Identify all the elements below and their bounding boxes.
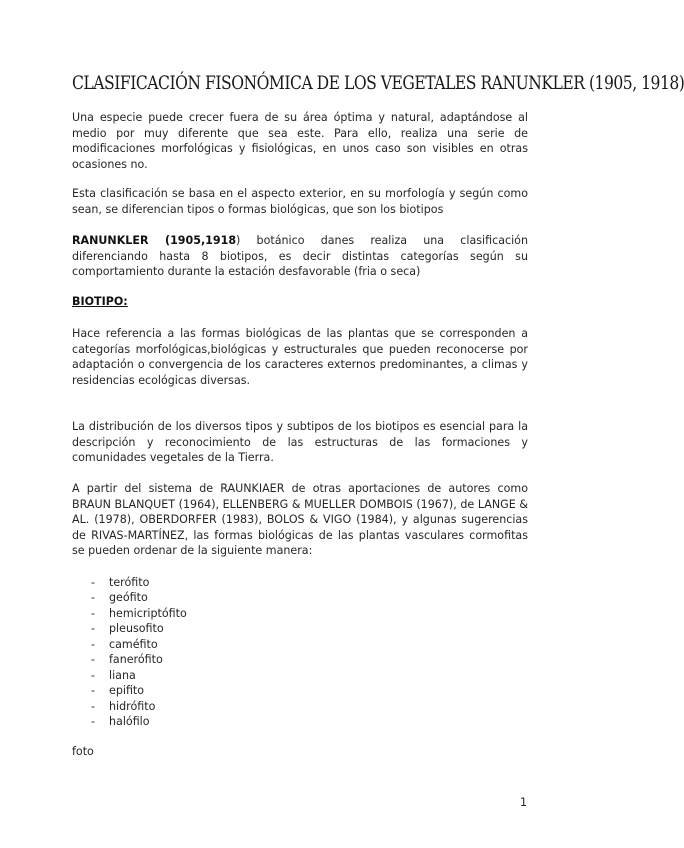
foto-placeholder-text: foto xyxy=(72,745,94,758)
list-item-label: fanerófito xyxy=(109,653,163,667)
list-item-label: pleusofito xyxy=(109,622,164,636)
list-item-label: terófito xyxy=(109,576,150,589)
paragraph-distribucion: La distribución de los diversos tipos y subtipos de los biotipos es esencial para la descripción y reconocimiento de las estructuras de las formaciones y comunidades vegetales de la Tierra. xyxy=(72,420,528,464)
list-item xyxy=(72,575,187,590)
list-item-label: liana xyxy=(109,668,136,682)
paragraph-sistema: A partir del sistema de RAUNKIAER de otras aportaciones de autores como BRAUN BLANQUET (1964), ELLENBERG & MUELLER DOMBOIS (1967), de LANGE & AL. (1978), OBERDORFER (1983), BOLOS & VIGO (1984), y algunas sugerencias de RIVAS-MARTÍNEZ, las formas biológicas de las plantas vasculares cormofitas se pueden ordenar de la siguiente manera: xyxy=(72,482,528,557)
list-dash: - xyxy=(91,606,96,620)
list-dash: - xyxy=(91,715,96,729)
biotipo-heading: BIOTIPO: xyxy=(72,295,128,308)
list-dash: - xyxy=(91,591,96,605)
list-item-label: hidrófito xyxy=(109,699,156,713)
paragraph-ranunkler xyxy=(72,233,528,280)
list-dash: - xyxy=(91,622,96,636)
list-item xyxy=(72,621,187,636)
ranunkler-text: ) botánico danes realiza una clasificación diferenciando hasta 8 biotipos, es decir distintas categorías según su comportamiento durante la estación desfavorable (fria o seca) xyxy=(72,234,528,278)
list-item-label: hemicriptófito xyxy=(109,606,187,620)
list-item xyxy=(72,637,187,652)
list-dash: - xyxy=(91,637,96,651)
list-item-label: epifito xyxy=(109,684,145,698)
ranunkler-bold-text: RANUNKLER (1905,1918 xyxy=(72,234,237,247)
list-dash: - xyxy=(91,684,96,698)
paragraph-biotipo-definition: Hace referencia a las formas biológicas de las plantas que se corresponden a categorías morfológicas,biológicas y estructurales que pueden reconocerse por adaptación o convergencia de los caracteres externos predominantes, a climas y residencias ecológicas diversas. xyxy=(72,327,528,387)
list-dash: - xyxy=(91,699,96,713)
list-item xyxy=(72,714,187,729)
list-item xyxy=(72,699,187,714)
list-item-label: halófilo xyxy=(109,715,150,729)
paragraph-intro: Una especie puede crecer fuera de su área óptima y natural, adaptándose al medio por muy diferente que sea este. Para ello, realiza una serie de modificaciones morfológicas y fisiológicas, en unos caso son visibles en otras ocasiones no. xyxy=(72,111,528,171)
list-item xyxy=(72,652,187,667)
list-dash: - xyxy=(91,653,96,667)
biotipos-list xyxy=(72,575,187,730)
list-item xyxy=(72,590,187,605)
list-item xyxy=(72,668,187,683)
document-title: CLASIFICACIÓN FISONÓMICA DE LOS VEGETALES RANUNKLER (1905, 1918) xyxy=(72,72,684,94)
paragraph-clasificacion: Esta clasificación se basa en el aspecto exterior, en su morfología y según como sean, se diferencian tipos o formas biológicas, que son los biotipos xyxy=(72,187,528,216)
page-number: 1 xyxy=(520,796,528,809)
list-item xyxy=(72,683,187,698)
list-dash: - xyxy=(91,576,96,589)
list-item-label: caméfito xyxy=(109,637,158,651)
list-item xyxy=(72,606,187,621)
list-item-label: geófito xyxy=(109,591,148,605)
list-dash: - xyxy=(91,668,96,682)
